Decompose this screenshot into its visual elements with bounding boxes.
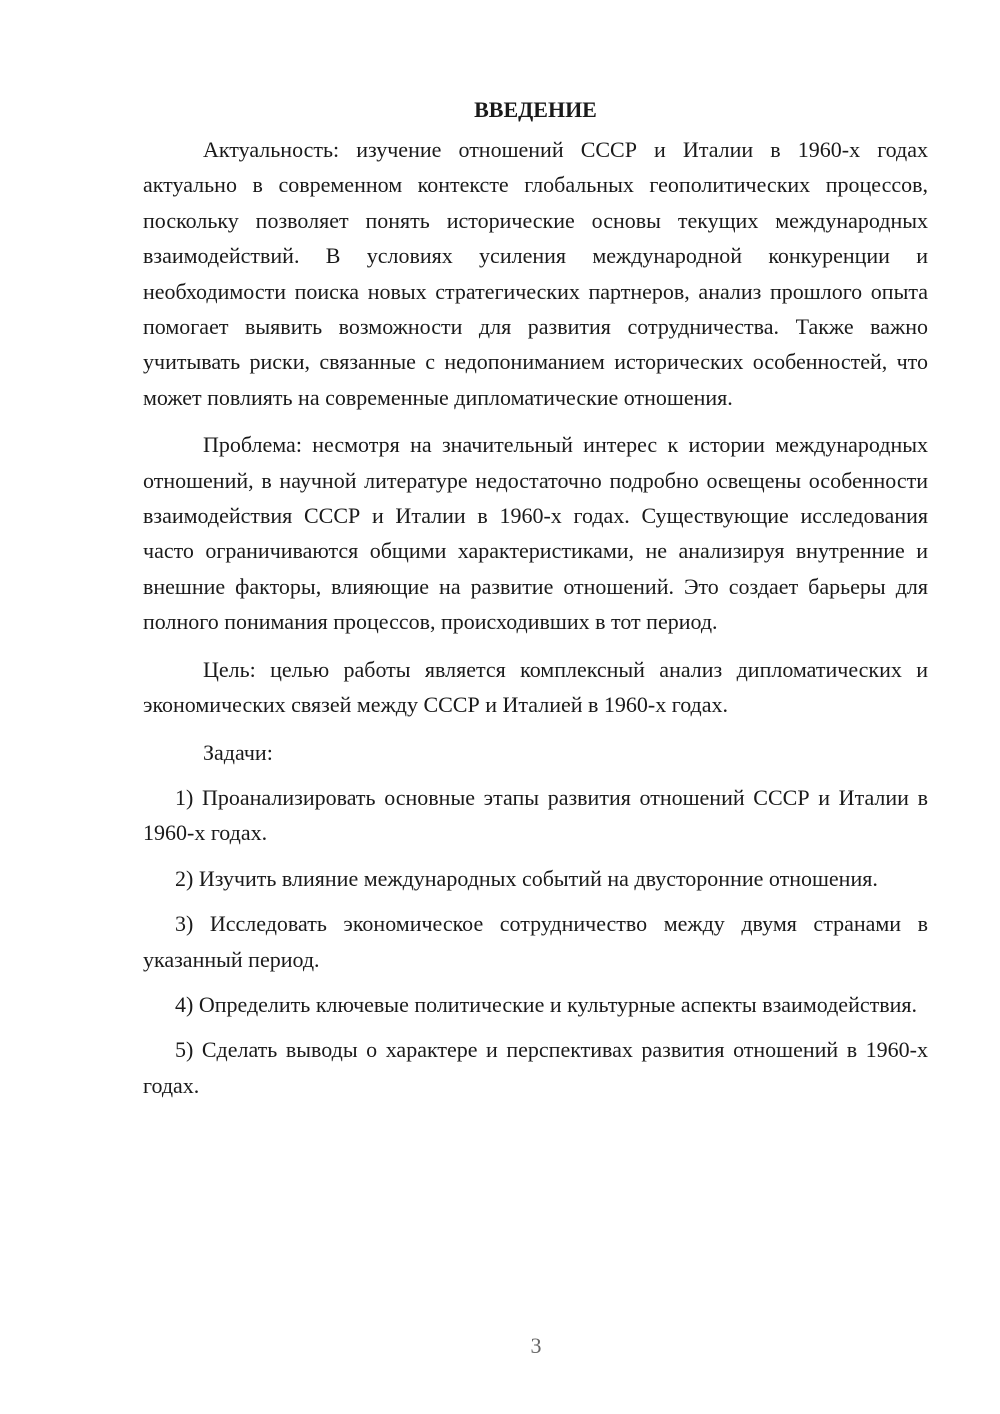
goal-paragraph: Цель: целью работы является комплексный анализ дипломатических и экономических связей между СССР и Италией в 1960-х годах. <box>143 656 928 718</box>
task-item: 2) Изучить влияние международных событий на двусторонние отношения. <box>175 865 878 891</box>
section-title: ВВЕДЕНИЕ <box>474 97 597 122</box>
paragraph-gap <box>143 770 928 780</box>
paragraph-gap <box>143 723 928 735</box>
tasks-heading: Задачи: <box>203 739 273 765</box>
task-item: 1) Проанализировать основные этапы развития отношений СССР и Италии в 1960-х годах. <box>143 784 928 846</box>
paragraph-gap <box>143 977 928 987</box>
relevance-paragraph: Актуальность: изучение отношений СССР и Италии в 1960-х годах актуально в современном контексте глобальных геополитических процессов, поскольку позволяет понять исторические основы текущих международных взаимодействий. В условиях усиления международной конкуренции и необходимости поиска новых стратегических партнеров, анализ прошлого опыта помогает выявить возможности для развития сотрудничества. Также важно учитывать риски, связанные с недопониманием исторических особенностей, что может повлиять на современные дипломатические отношения. <box>143 137 928 410</box>
paragraph-gap <box>143 415 928 427</box>
document-page <box>143 92 928 1103</box>
page-number: 3 <box>530 1333 542 1358</box>
paragraph-gap <box>143 1022 928 1032</box>
task-item: 5) Сделать выводы о характере и перспективах развития отношений в 1960-х годах. <box>143 1037 928 1098</box>
paragraph-gap <box>143 640 928 652</box>
problem-paragraph: Проблема: несмотря на значительный интерес к истории международных отношений, в научной литературе недостаточно подробно освещены особенности взаимодействия СССР и Италии в 1960-х годах. Существующие исследования часто ограничиваются общими характеристиками, не анализируя внутренние и внешние факторы, влияющие на развитие отношений. Это создает барьеры для полного понимания процессов, происходивших в тот период. <box>143 432 928 635</box>
task-item: 3) Исследовать экономическое сотрудничество между двумя странами в указанный период. <box>143 911 928 972</box>
paragraph-gap <box>143 851 928 861</box>
paragraph-gap <box>143 896 928 906</box>
task-item: 4) Определить ключевые политические и культурные аспекты взаимодействия. <box>175 991 917 1017</box>
